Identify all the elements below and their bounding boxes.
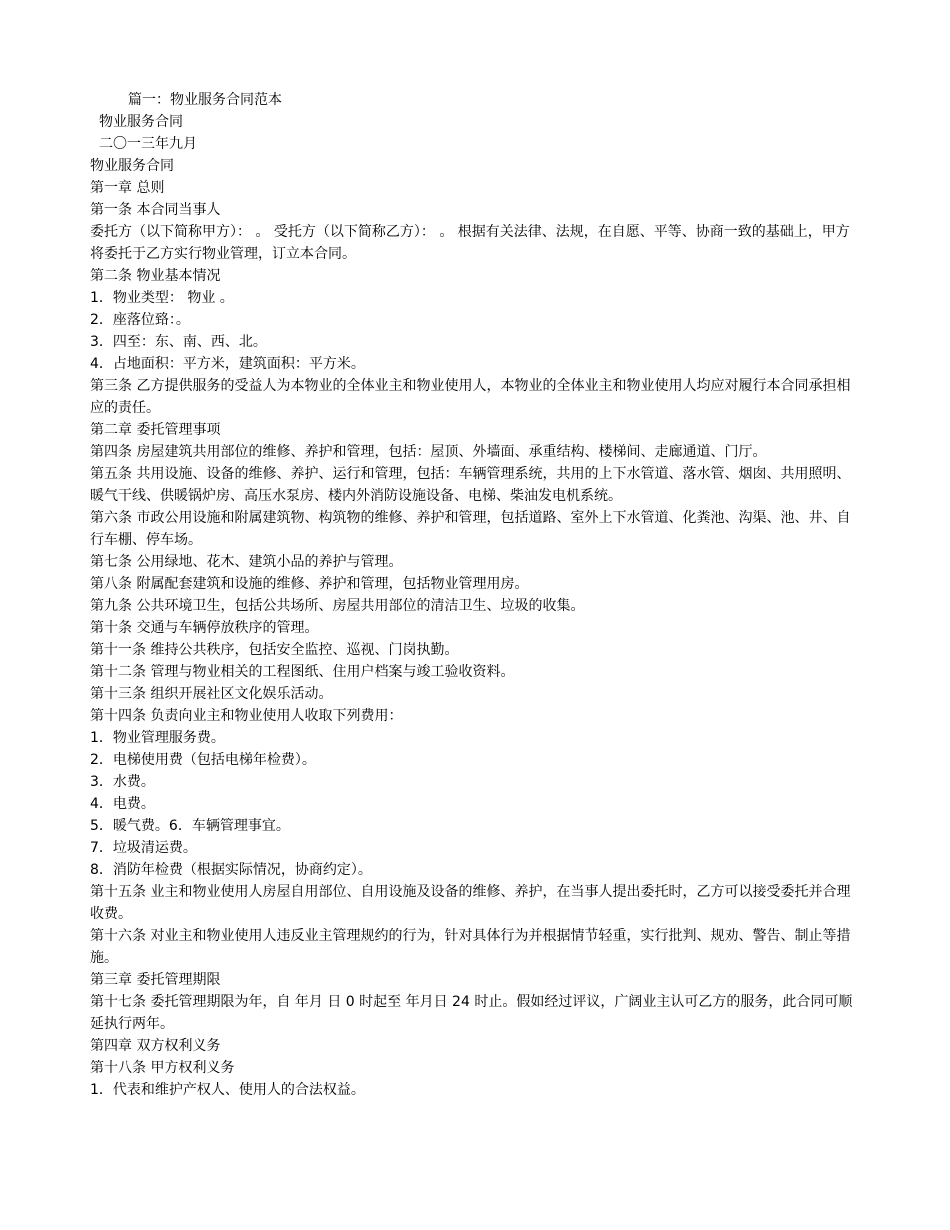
paragraph: 第九条 公共环境卫生，包括公共场所、房屋共用部位的清洁卫生、垃圾的收集。 <box>90 598 585 614</box>
list-item: 4．电费。 <box>90 796 155 812</box>
paragraph: 第六条 市政公用设施和附属建筑物、构筑物的维修、养护和管理，包括道路、室外上下水管道、化粪池、沟渠、池、井、自行车棚、停车场。 <box>90 510 851 548</box>
paragraph: 第十二条 管理与物业相关的工程图纸、住用户档案与竣工验收资料。 <box>90 664 515 680</box>
paragraph: 第四条 房屋建筑共用部位的维修、养护和管理，包括：屋顶、外墙面、承重结构、楼梯间、走廊通道、门厅。 <box>90 444 767 460</box>
list-item: 2．座落位臵：。 <box>90 312 190 328</box>
list-item: 8．消防年检费（根据实际情况，协商约定）。 <box>90 862 372 878</box>
paragraph: 第十五条 业主和物业使用人房屋自用部位、自用设施及设备的维修、养护，在当事人提出委托时，乙方可以接受委托并合理收费。 <box>90 884 851 922</box>
document-subtitle: 物业服务合同 <box>99 114 183 130</box>
paragraph: 第八条 附属配套建筑和设施的维修、养护和管理，包括物业管理用房。 <box>90 576 529 592</box>
paragraph: 第五条 共用设施、设备的维修、养护、运行和管理，包括：车辆管理系统，共用的上下水管道、落水管、烟囱、共用照明、暖气干线、供暖锅炉房、高压水泵房、楼内外消防设施设备、电梯、柴油发电机系统。 <box>90 466 851 504</box>
chapter-heading: 第一章 总则 <box>90 180 165 196</box>
list-item: 2．电梯使用费（包括电梯年检费）。 <box>90 752 316 768</box>
document-title: 物业服务合同 <box>90 158 174 174</box>
list-item: 1．代表和维护产权人、使用人的合法权益。 <box>90 1082 365 1098</box>
paragraph: 委托方（以下简称甲方）： 。 受托方（以下简称乙方）： 。 根据有关法律、法规，在自愿、平等、协商一致的基础上，甲方将委托于乙方实行物业管理，订立本合同。 <box>90 224 850 262</box>
document-date: 二〇一三年九月 <box>99 136 197 152</box>
article-heading: 第十八条 甲方权利义务 <box>90 1060 235 1076</box>
paragraph: 第十四条 负责向业主和物业使用人收取下列费用： <box>90 708 403 724</box>
list-item: 4．占地面积：平方米，建筑面积：平方米。 <box>90 356 365 372</box>
paragraph: 第十条 交通与车辆停放秩序的管理。 <box>90 620 319 636</box>
document-heading: 篇一：物业服务合同范本 <box>128 92 282 108</box>
chapter-heading: 第三章 委托管理期限 <box>90 972 221 988</box>
paragraph: 第七条 公用绿地、花木、建筑小品的养护与管理。 <box>90 554 403 570</box>
document-page <box>90 89 860 1101</box>
chapter-heading: 第四章 双方权利义务 <box>90 1038 221 1054</box>
article-heading: 第二条 物业基本情况 <box>90 268 221 284</box>
paragraph: 第十六条 对业主和物业使用人违反业主管理规约的行为，针对具体行为并根据情节轻重，实行批判、规劝、警告、制止等措施。 <box>90 928 851 966</box>
paragraph: 第三条 乙方提供服务的受益人为本物业的全体业主和物业使用人，本物业的全体业主和物业使用人均应对履行本合同承担相应的责任。 <box>90 378 851 416</box>
paragraph: 第十三条 组织开展社区文化娱乐活动。 <box>90 686 333 702</box>
list-item: 1．物业类型： 物业 。 <box>90 290 234 306</box>
chapter-heading: 第二章 委托管理事项 <box>90 422 221 438</box>
list-item: 1．物业管理服务费。 <box>90 730 225 746</box>
list-item: 3．水费。 <box>90 774 155 790</box>
article-heading: 第一条 本合同当事人 <box>90 202 221 218</box>
list-item: 3．四至：东、南、西、北。 <box>90 334 267 350</box>
list-item: 5．暖气费。6．车辆管理事宜。 <box>90 818 290 834</box>
paragraph: 第十一条 维持公共秩序，包括安全监控、巡视、门岗执勤。 <box>90 642 459 658</box>
list-item: 7．垃圾清运费。 <box>90 840 197 856</box>
paragraph: 第十七条 委托管理期限为年，自 年月 日 0 时起至 年月日 24 时止。假如经过评议，广阔业主认可乙方的服务，此合同可顺延执行两年。 <box>90 994 853 1032</box>
